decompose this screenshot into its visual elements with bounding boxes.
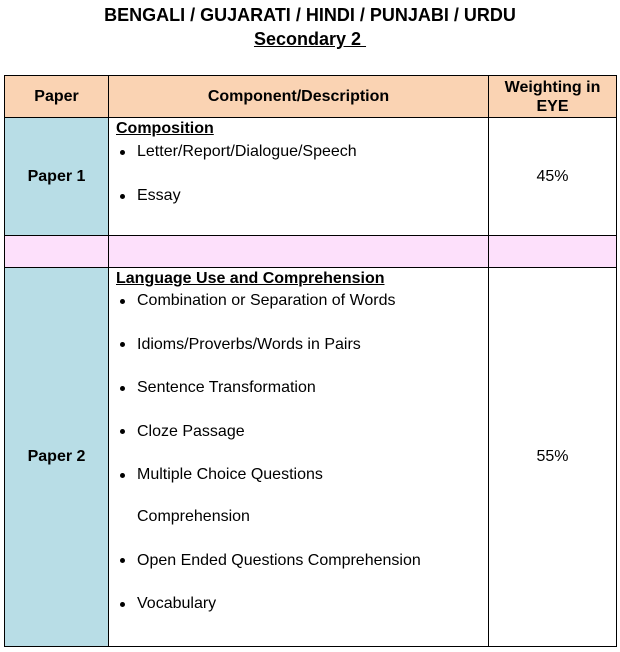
list-item: Sentence Transformation bbox=[116, 377, 482, 399]
list-item-text: Multiple Choice Questions bbox=[137, 466, 323, 483]
spacer-cell bbox=[109, 236, 489, 268]
list-item: Letter/Report/Dialogue/Speech bbox=[116, 141, 482, 163]
column-header-paper: Paper bbox=[5, 76, 109, 118]
paper-2-description bbox=[109, 268, 489, 647]
assessment-table bbox=[4, 75, 617, 647]
paper-2-label: Paper 2 bbox=[5, 268, 109, 647]
paper-1-item-list bbox=[116, 141, 482, 207]
document-title: BENGALI / GUJARATI / HINDI / PUNJABI / URDU bbox=[104, 5, 516, 25]
list-item: Essay bbox=[116, 185, 482, 207]
paper-1-description bbox=[109, 118, 489, 236]
list-item: Cloze Passage bbox=[116, 421, 482, 443]
list-item: Combination or Separation of Words bbox=[116, 290, 482, 312]
paper-1-heading: Composition bbox=[116, 120, 214, 137]
list-item: Open Ended Questions Comprehension bbox=[116, 550, 482, 572]
list-item: Idioms/Proverbs/Words in Pairs bbox=[116, 334, 482, 356]
paper-1-label: Paper 1 bbox=[5, 118, 109, 236]
table-header-row bbox=[5, 76, 617, 118]
document-subtitle: Secondary 2 bbox=[253, 29, 367, 49]
paper-1-weighting: 45% bbox=[489, 118, 617, 236]
column-header-weighting: Weighting in EYE bbox=[489, 76, 617, 118]
paper-2-item-list bbox=[116, 290, 482, 615]
paper-2-weighting: 55% bbox=[489, 268, 617, 647]
list-item bbox=[116, 464, 482, 528]
column-header-component: Component/Description bbox=[109, 76, 489, 118]
list-item: Vocabulary bbox=[116, 593, 482, 615]
list-item-continuation: Comprehension bbox=[137, 508, 250, 525]
table-row-paper-1 bbox=[5, 118, 617, 236]
spacer-cell bbox=[489, 236, 617, 268]
paper-2-heading: Language Use and Comprehension bbox=[116, 270, 385, 287]
spacer-cell bbox=[5, 236, 109, 268]
table-row-paper-2 bbox=[5, 268, 617, 647]
table-spacer-row bbox=[5, 236, 617, 268]
